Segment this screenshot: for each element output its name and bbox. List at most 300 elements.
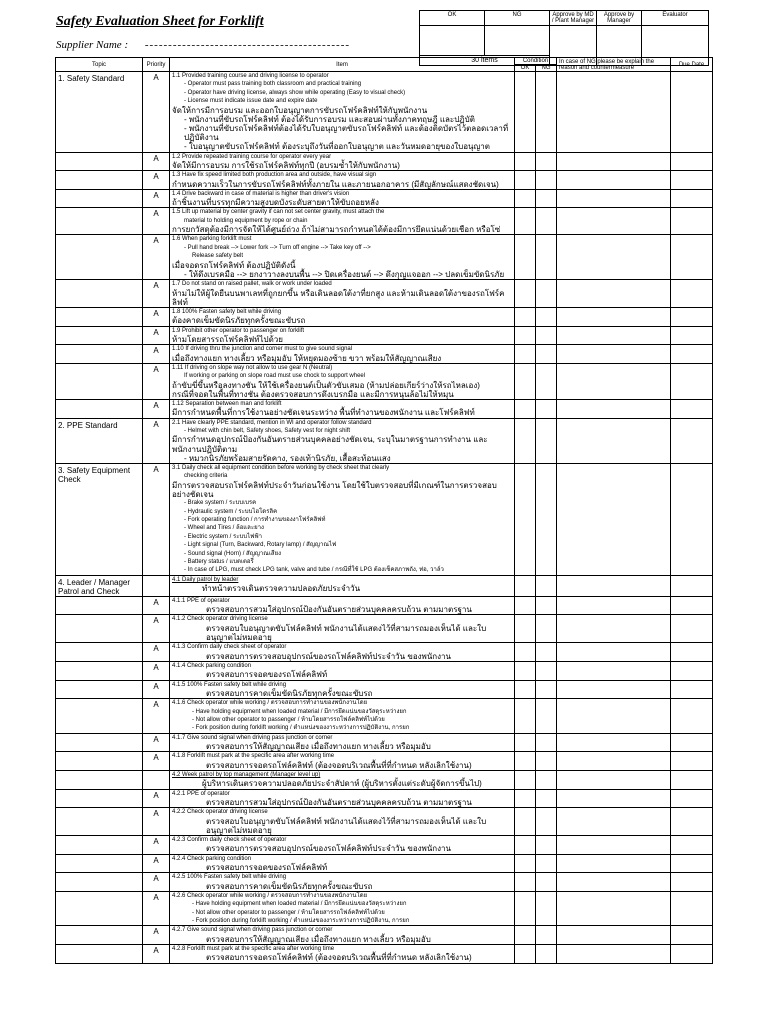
item-line: กำหนดความเร็วในการขับรถโฟร์คลิฟท์ทั้งภายใน และภายนอกอาคาร (มีสัญลักษณ์แสดงชัดเจน) <box>172 179 499 189</box>
due-date-cell[interactable] <box>671 699 713 734</box>
priority-cell: A <box>143 615 170 643</box>
condition-ng-cell[interactable] <box>536 733 557 752</box>
due-date-cell[interactable] <box>671 326 713 345</box>
item-line: 4.1.1 PPE of operator <box>172 597 230 604</box>
item-cell <box>170 280 515 308</box>
condition-ng-cell[interactable] <box>536 171 557 190</box>
topic-cell: 3. Safety Equipment Check <box>56 464 143 576</box>
remark-cell[interactable] <box>557 752 671 771</box>
due-date-cell[interactable] <box>671 733 713 752</box>
remark-cell[interactable] <box>557 152 671 171</box>
condition-ok-cell[interactable] <box>515 699 536 734</box>
items-count: 30 items <box>420 56 550 66</box>
condition-ng-cell[interactable] <box>536 873 557 892</box>
document-title: Safety Evaluation Sheet for Forklift <box>56 14 264 29</box>
due-date-cell[interactable] <box>671 307 713 326</box>
condition-ng-cell[interactable] <box>536 926 557 945</box>
remark-cell[interactable] <box>557 661 671 680</box>
item-cell <box>170 836 515 855</box>
condition-ng-cell[interactable] <box>536 464 557 576</box>
item-line: - ให้ดึงเบรคมือ --> ยกงาวางลงบนพื้น --> ปิดเครื่องยนต์ --> ดึงกุญแจออก --> ปลดเข็มขัดนิรภัย <box>184 269 505 279</box>
item-line: เมื่อถึงทางแยก ทางเลี้ยว หรือมุมอับ ให้หยุดมองซ้าย ขวา พร้อมให้สัญญาณเสียง <box>172 353 442 363</box>
condition-ng-cell[interactable] <box>536 399 557 418</box>
priority-cell: A <box>143 208 170 235</box>
remark-cell[interactable] <box>557 854 671 873</box>
priority-cell: A <box>143 345 170 364</box>
remark-cell[interactable] <box>557 891 671 926</box>
item-cell <box>170 307 515 326</box>
item-line: ตรวจสอบใบอนุญาตขับโฟล์คลิฟท์ พนักงานได้แสดงไว้ที่สามารถมองเห็นได้ และใบอนุญาตไม่หมดอายุ <box>206 816 487 835</box>
condition-ok-cell[interactable] <box>515 208 536 235</box>
item-line: 4.1.3 Confirm daily check sheet of operator <box>172 644 287 651</box>
topic-cell <box>56 189 143 208</box>
topic-cell <box>56 661 143 680</box>
ng-count-box[interactable] <box>485 26 550 56</box>
due-date-cell[interactable] <box>671 418 713 463</box>
item-cell <box>170 661 515 680</box>
item-cell <box>170 854 515 873</box>
due-date-cell[interactable] <box>671 615 713 643</box>
topic-cell <box>56 208 143 235</box>
table-row <box>56 464 713 576</box>
item-line: 4.1.4 Check parking condition <box>172 662 252 669</box>
condition-ng-cell[interactable] <box>536 345 557 364</box>
due-date-cell[interactable] <box>671 808 713 836</box>
item-line: กรณีที่จอดในพื้นที่ทางชัน ต้องตรวจสอบการดึงเบรกมือ และมีการหนุนล้อไม่ให้หมุน <box>172 389 454 399</box>
remark-cell[interactable] <box>557 208 671 235</box>
condition-ng-cell[interactable] <box>536 789 557 808</box>
item-line: จัดให้มีการอบรม การใช้รถโฟร์คลิฟท์ทุกปี (อบรมซ้ำให้กับพนักงาน) <box>172 161 400 171</box>
item-line: การยกวัสดุต้องมีการจัดให้ได้ศูนย์ถ่วง ถ้าไม่สามารถกำหนดได้ต้องมีการยึดแน่นด้วยเชือก หรือโซ่ <box>172 225 501 235</box>
remark-cell[interactable] <box>557 615 671 643</box>
item-line: 1.8 100% Fasten safety belt while driving <box>172 308 282 315</box>
item-line: ตรวจสอบการตรวจสอบอุปกรณ์ของรถโฟล์คลิฟท์ประจำวัน ของพนักงาน <box>206 651 451 661</box>
item-line: 4.1.6 Check operator while working / ตรวจสอบการทำงานของพนักงานโดย <box>172 700 368 707</box>
item-line: - In case of LPG, must check LPG tank, valve and tube / กรณีที่ใช้ LPG ต้องเช็คสภาพถัง, ท่อ, วาล์ว <box>184 567 444 574</box>
due-date-cell[interactable] <box>671 345 713 364</box>
condition-ok-cell[interactable] <box>515 615 536 643</box>
item-line: 1.5 Lift up material by center gravity if can not set center gravity, must attach the <box>172 209 385 216</box>
item-line: - Not allow other operator to passenger / ห้ามโดยสารรถโฟล์คลิฟท์ไปด้วย <box>192 716 385 723</box>
item-line: ตรวจสอบการตรวจสอบอุปกรณ์ของรถโฟล์คลิฟท์ประจำวัน ของพนักงาน <box>206 844 451 854</box>
remark-cell[interactable] <box>557 926 671 945</box>
priority-cell <box>143 770 170 789</box>
condition-ok-cell[interactable] <box>515 575 536 596</box>
remark-cell[interactable] <box>557 699 671 734</box>
remark-cell[interactable] <box>557 575 671 596</box>
condition-ng-cell[interactable] <box>536 680 557 699</box>
item-line: ตรวจสอบการสวมใส่อุปกรณ์ป้องกันอันตรายส่วนบุคคลครบถ้วน ตามมาตรฐาน <box>206 605 472 615</box>
item-cell <box>170 363 515 399</box>
due-date-cell[interactable] <box>671 171 713 190</box>
item-line: 4.2.1 PPE of operator <box>172 790 230 797</box>
item-line: ตรวจสอบการสวมใส่อุปกรณ์ป้องกันอันตรายส่วนบุคคลครบถ้วน ตามมาตรฐาน <box>206 797 472 807</box>
item-line: 2.1 Have clearly PPE standard, mention in WI and operator follow standard <box>172 419 372 426</box>
item-line: จัดให้การมีการอบรม และออกใบอนุญาตการขับรถโฟร์คลิฟท์ให้กับพนักงาน <box>172 105 428 115</box>
priority-cell <box>143 575 170 596</box>
condition-ok-cell[interactable] <box>515 152 536 171</box>
supplier-name-field <box>56 39 350 51</box>
condition-ng-cell[interactable] <box>536 72 557 153</box>
topic-cell <box>56 615 143 643</box>
due-date-cell[interactable] <box>671 680 713 699</box>
item-cell <box>170 171 515 190</box>
item-cell <box>170 189 515 208</box>
due-date-cell[interactable] <box>671 235 713 280</box>
priority-cell: A <box>143 643 170 662</box>
remark-cell[interactable] <box>557 326 671 345</box>
condition-ng-cell[interactable] <box>536 770 557 789</box>
item-cell <box>170 418 515 463</box>
item-cell <box>170 152 515 171</box>
item-line: - Fork position during forklift working / ตำแหน่งของงาระหว่างการปฏิบัติงาน, การยก <box>192 918 410 925</box>
condition-ok-cell[interactable] <box>515 643 536 662</box>
item-line: ตรวจสอบการให้สัญญาณเสียง เมื่อถึงทางแยก ทางเลี้ยว หรือมุมอับ <box>206 742 431 752</box>
due-date-cell[interactable] <box>671 152 713 171</box>
remark-cell[interactable] <box>557 307 671 326</box>
table-row <box>56 680 713 699</box>
table-row <box>56 615 713 643</box>
condition-ng-cell[interactable] <box>536 643 557 662</box>
item-line: ตรวจสอบการจอดของรถโฟล์คลิฟท์ <box>206 670 328 680</box>
due-date-cell[interactable] <box>671 363 713 399</box>
due-date-cell[interactable] <box>671 854 713 873</box>
item-cell <box>170 208 515 235</box>
condition-ok-cell[interactable] <box>515 345 536 364</box>
condition-ok-cell[interactable] <box>515 399 536 418</box>
evaluation-table <box>55 57 713 964</box>
condition-ok-cell[interactable] <box>515 72 536 153</box>
priority-cell: A <box>143 808 170 836</box>
condition-ok-cell[interactable] <box>515 171 536 190</box>
item-line: - Battery status / แบตเตอรี่ <box>184 559 254 566</box>
remark-header: In case of NG please be explain the reason and countermeasure <box>557 58 671 72</box>
item-line: 4.1.7 Give sound signal when driving pass junction or corner <box>172 734 333 741</box>
item-cell <box>170 235 515 280</box>
remark-cell[interactable] <box>557 836 671 855</box>
condition-ng-cell[interactable] <box>536 363 557 399</box>
priority-cell: A <box>143 189 170 208</box>
due-date-cell[interactable] <box>671 661 713 680</box>
due-date-cell[interactable] <box>671 891 713 926</box>
remark-cell[interactable] <box>557 643 671 662</box>
item-line: 4.2.5 100% Fasten safety belt while driving <box>172 874 287 881</box>
topic-cell <box>56 873 143 892</box>
table-row <box>56 280 713 308</box>
condition-ng-header: NG <box>536 65 557 72</box>
item-cell <box>170 72 515 153</box>
priority-cell: A <box>143 307 170 326</box>
table-row <box>56 189 713 208</box>
topic-cell: 2. PPE Standard <box>56 418 143 463</box>
due-date-cell[interactable] <box>671 575 713 596</box>
due-date-cell[interactable] <box>671 643 713 662</box>
table-row <box>56 307 713 326</box>
condition-ng-cell[interactable] <box>536 836 557 855</box>
topic-cell <box>56 307 143 326</box>
remark-cell[interactable] <box>557 418 671 463</box>
condition-ok-cell[interactable] <box>515 189 536 208</box>
topic-cell <box>56 235 143 280</box>
remark-cell[interactable] <box>557 280 671 308</box>
item-line: 1.1 Provided training course and driving license to operator <box>172 73 329 79</box>
item-line: มีการกำหนดอุปกรณ์ป้องกันอันตรายส่วนบุคคลอย่างชัดเจน, ระบุในมาตรฐานการทำงาน และพนักงานปฏิบัติตาม <box>172 435 488 454</box>
topic-cell <box>56 280 143 308</box>
item-cell <box>170 789 515 808</box>
remark-cell[interactable] <box>557 189 671 208</box>
remark-cell[interactable] <box>557 770 671 789</box>
table-row <box>56 752 713 771</box>
table-row <box>56 733 713 752</box>
item-header: Item <box>170 58 515 72</box>
priority-cell: A <box>143 326 170 345</box>
table-row <box>56 399 713 418</box>
condition-ok-cell[interactable] <box>515 464 536 576</box>
table-row <box>56 808 713 836</box>
item-line: - Brake system / ระบบเบรค <box>184 500 257 507</box>
item-line: - Hydraulic system / ระบบไฮโดรลิค <box>184 508 278 515</box>
table-row <box>56 661 713 680</box>
item-line: - Operator must pass training both classroom and practical training <box>184 81 362 88</box>
priority-cell: A <box>143 873 170 892</box>
priority-cell: A <box>143 596 170 615</box>
item-line: - Helmet with chin belt, Safety shoes, Safety vest for night shift <box>184 427 351 434</box>
item-cell <box>170 733 515 752</box>
item-cell <box>170 680 515 699</box>
item-line: - Fork operating function / การทำงานของงาโฟร์คลิฟท์ <box>184 517 326 524</box>
item-line: ตรวจสอบการคาดเข็มขัดนิรภัยทุกครั้งขณะขับรถ <box>206 688 373 698</box>
due-date-cell[interactable] <box>671 208 713 235</box>
remark-cell[interactable] <box>557 345 671 364</box>
item-line: - Not allow other operator to passenger / ห้ามโดยสารรถโฟล์คลิฟท์ไปด้วย <box>192 909 385 916</box>
priority-cell: A <box>143 752 170 771</box>
item-line: Release safety belt <box>192 253 244 260</box>
condition-ok-cell[interactable] <box>515 307 536 326</box>
ok-header: OK <box>420 11 485 26</box>
due-date-cell[interactable] <box>671 399 713 418</box>
table-row <box>56 945 713 964</box>
condition-ng-cell[interactable] <box>536 945 557 964</box>
table-row <box>56 235 713 280</box>
priority-cell: A <box>143 836 170 855</box>
remark-cell[interactable] <box>557 733 671 752</box>
condition-ok-cell[interactable] <box>515 661 536 680</box>
topic-cell <box>56 733 143 752</box>
ok-count-box[interactable] <box>420 26 485 56</box>
condition-ng-cell[interactable] <box>536 808 557 836</box>
condition-ok-cell[interactable] <box>515 418 536 463</box>
item-line: - Operator have driving license, always show while operating (Easy to visual check) <box>184 89 406 96</box>
item-line: 1.4 Drive backward in case of material is higher than driver's vision <box>172 190 350 197</box>
table-row <box>56 789 713 808</box>
condition-ng-cell[interactable] <box>536 699 557 734</box>
condition-ok-cell[interactable] <box>515 326 536 345</box>
topic-cell <box>56 752 143 771</box>
due-date-header: Due Date <box>671 58 713 72</box>
condition-ng-cell[interactable] <box>536 418 557 463</box>
table-row <box>56 699 713 734</box>
item-line: - พนักงานที่ขับรถโฟร์คลิฟท์ต้องได้รับใบอนุญาตขับรถโฟร์คลิฟท์ และต้องติดบัตรไว้ตลอดเวลาที่ปฏิบัติงาน <box>184 124 509 143</box>
remark-cell[interactable] <box>557 464 671 576</box>
item-cell <box>170 699 515 734</box>
condition-ng-cell[interactable] <box>536 752 557 771</box>
due-date-cell[interactable] <box>671 945 713 964</box>
remark-cell[interactable] <box>557 399 671 418</box>
condition-ng-cell[interactable] <box>536 280 557 308</box>
condition-ng-cell[interactable] <box>536 596 557 615</box>
condition-ok-cell[interactable] <box>515 789 536 808</box>
item-line: 1.12 Separation between man and forklift <box>172 400 282 407</box>
table-row <box>56 345 713 364</box>
condition-ok-cell[interactable] <box>515 926 536 945</box>
table-row <box>56 326 713 345</box>
condition-ok-cell[interactable] <box>515 235 536 280</box>
item-cell <box>170 770 515 789</box>
table-row <box>56 836 713 855</box>
item-cell <box>170 615 515 643</box>
condition-ng-cell[interactable] <box>536 307 557 326</box>
due-date-cell[interactable] <box>671 189 713 208</box>
condition-ng-cell[interactable] <box>536 235 557 280</box>
table-row <box>56 596 713 615</box>
item-line: 4.2.7 Give sound signal when driving pass junction or corner <box>172 927 333 934</box>
priority-cell: A <box>143 854 170 873</box>
table-row <box>56 72 713 153</box>
condition-ng-cell[interactable] <box>536 615 557 643</box>
remark-cell[interactable] <box>557 945 671 964</box>
due-date-cell[interactable] <box>671 752 713 771</box>
topic-cell <box>56 326 143 345</box>
condition-ok-cell[interactable] <box>515 752 536 771</box>
due-date-cell[interactable] <box>671 836 713 855</box>
condition-ng-cell[interactable] <box>536 326 557 345</box>
remark-cell[interactable] <box>557 873 671 892</box>
remark-cell[interactable] <box>557 596 671 615</box>
remark-cell[interactable] <box>557 72 671 153</box>
due-date-cell[interactable] <box>671 72 713 153</box>
item-line: - Light signal (Turn, Backward, Rotary lamp) / สัญญาณไฟ <box>184 542 337 549</box>
item-line: checking criteria <box>184 473 228 480</box>
priority-cell: A <box>143 699 170 734</box>
due-date-cell[interactable] <box>671 873 713 892</box>
condition-header: Condition <box>515 58 557 65</box>
item-line: ตรวจสอบการจอดรถโฟล์คลิฟท์ (ต้องจอดบริเวณพื้นที่ที่กำหนด หลังเลิกใช้งาน) <box>206 760 472 770</box>
topic-cell <box>56 596 143 615</box>
priority-cell: A <box>143 789 170 808</box>
item-line: 4.1.5 100% Fasten safety belt while driving <box>172 681 287 688</box>
condition-ok-cell[interactable] <box>515 945 536 964</box>
priority-cell: A <box>143 680 170 699</box>
due-date-cell[interactable] <box>671 789 713 808</box>
remark-cell[interactable] <box>557 680 671 699</box>
item-line: 4.2.2 Check operator driving license <box>172 809 268 816</box>
priority-cell: A <box>143 171 170 190</box>
item-line: 1.6 When parking forklift must <box>172 236 252 243</box>
topic-cell <box>56 836 143 855</box>
due-date-cell[interactable] <box>671 464 713 576</box>
condition-ok-cell[interactable] <box>515 891 536 926</box>
remark-cell[interactable] <box>557 171 671 190</box>
priority-cell: A <box>143 418 170 463</box>
item-cell <box>170 891 515 926</box>
item-cell <box>170 399 515 418</box>
evaluator-header: Evaluator <box>642 11 709 26</box>
priority-cell: A <box>143 891 170 926</box>
topic-header: Topic <box>56 58 143 72</box>
table-row <box>56 770 713 789</box>
condition-ng-cell[interactable] <box>536 661 557 680</box>
approve-manager-header: Approve by Manager <box>597 11 642 26</box>
item-line: - พนักงานที่ขับรถโฟร์คลิฟท์ ต้องได้รับการอบรม และสอบผ่านทั้งภาคทฤษฎี และปฏิบัติ <box>184 114 475 124</box>
condition-ok-cell[interactable] <box>515 808 536 836</box>
remark-cell[interactable] <box>557 235 671 280</box>
condition-ok-cell[interactable] <box>515 733 536 752</box>
table-row <box>56 926 713 945</box>
item-cell <box>170 464 515 576</box>
priority-cell: A <box>143 733 170 752</box>
item-line: - Have holding equipment when loaded material / มีการยึดแน่นของวัสดุระหว่างยก <box>192 708 407 715</box>
item-line: - Pull hand break --> Lower fork --> Turn off engine --> Take key off --> <box>184 244 371 251</box>
item-line: 4.1 Daily patrol by leader <box>172 576 239 583</box>
ng-header: NG <box>485 11 550 26</box>
condition-ok-cell[interactable] <box>515 363 536 399</box>
item-line: 3.1 Daily check all equipment condition before working by check sheet that clearly <box>172 465 390 471</box>
item-line: - Have holding equipment when loaded material / มีการยึดแน่นของวัสดุระหว่างยก <box>192 901 407 908</box>
priority-cell: A <box>143 661 170 680</box>
table-row <box>56 363 713 399</box>
condition-ok-cell[interactable] <box>515 680 536 699</box>
condition-ok-cell[interactable] <box>515 836 536 855</box>
item-line: - Fork position during forklift working / ตำแหน่งของงาระหว่างการปฏิบัติงาน, การยก <box>192 725 410 732</box>
condition-ok-cell[interactable] <box>515 770 536 789</box>
due-date-cell[interactable] <box>671 596 713 615</box>
condition-ng-cell[interactable] <box>536 854 557 873</box>
condition-ng-cell[interactable] <box>536 152 557 171</box>
priority-cell: A <box>143 235 170 280</box>
condition-ng-cell[interactable] <box>536 189 557 208</box>
topic-cell: 4. Leader / Manager Patrol and Check <box>56 575 143 596</box>
condition-ok-cell[interactable] <box>515 280 536 308</box>
condition-ng-cell[interactable] <box>536 208 557 235</box>
item-line: ตรวจสอบการจอดของรถโฟล์คลิฟท์ <box>206 863 328 873</box>
condition-ok-cell[interactable] <box>515 596 536 615</box>
table-row <box>56 208 713 235</box>
due-date-cell[interactable] <box>671 280 713 308</box>
table-row <box>56 418 713 463</box>
condition-ng-cell[interactable] <box>536 575 557 596</box>
condition-ng-cell[interactable] <box>536 891 557 926</box>
priority-cell: A <box>143 926 170 945</box>
item-line: - ใบอนุญาตขับรถโฟร์คลิฟท์ ต้องระบุถึงวันที่ออกใบอนุญาต และวันหมดอายุของใบอนุญาต <box>184 142 490 152</box>
remark-cell[interactable] <box>557 808 671 836</box>
item-line: ต้องคาดเข็มขัดนิรภัยทุกครั้งขณะขับรถ <box>172 316 306 326</box>
topic-cell <box>56 680 143 699</box>
item-cell <box>170 345 515 364</box>
topic-cell <box>56 643 143 662</box>
condition-ok-cell[interactable] <box>515 854 536 873</box>
remark-cell[interactable] <box>557 789 671 808</box>
item-line: เมื่อจอดรถโฟร์คลิฟท์ ต้องปฏิบัติดังนี้ <box>172 260 296 270</box>
item-cell <box>170 596 515 615</box>
table-row <box>56 171 713 190</box>
remark-cell[interactable] <box>557 363 671 399</box>
priority-cell: A <box>143 152 170 171</box>
condition-ok-cell[interactable] <box>515 873 536 892</box>
supplier-line: -------------------------------------------- <box>144 39 351 51</box>
due-date-cell[interactable] <box>671 926 713 945</box>
due-date-cell[interactable] <box>671 770 713 789</box>
topic-cell <box>56 854 143 873</box>
